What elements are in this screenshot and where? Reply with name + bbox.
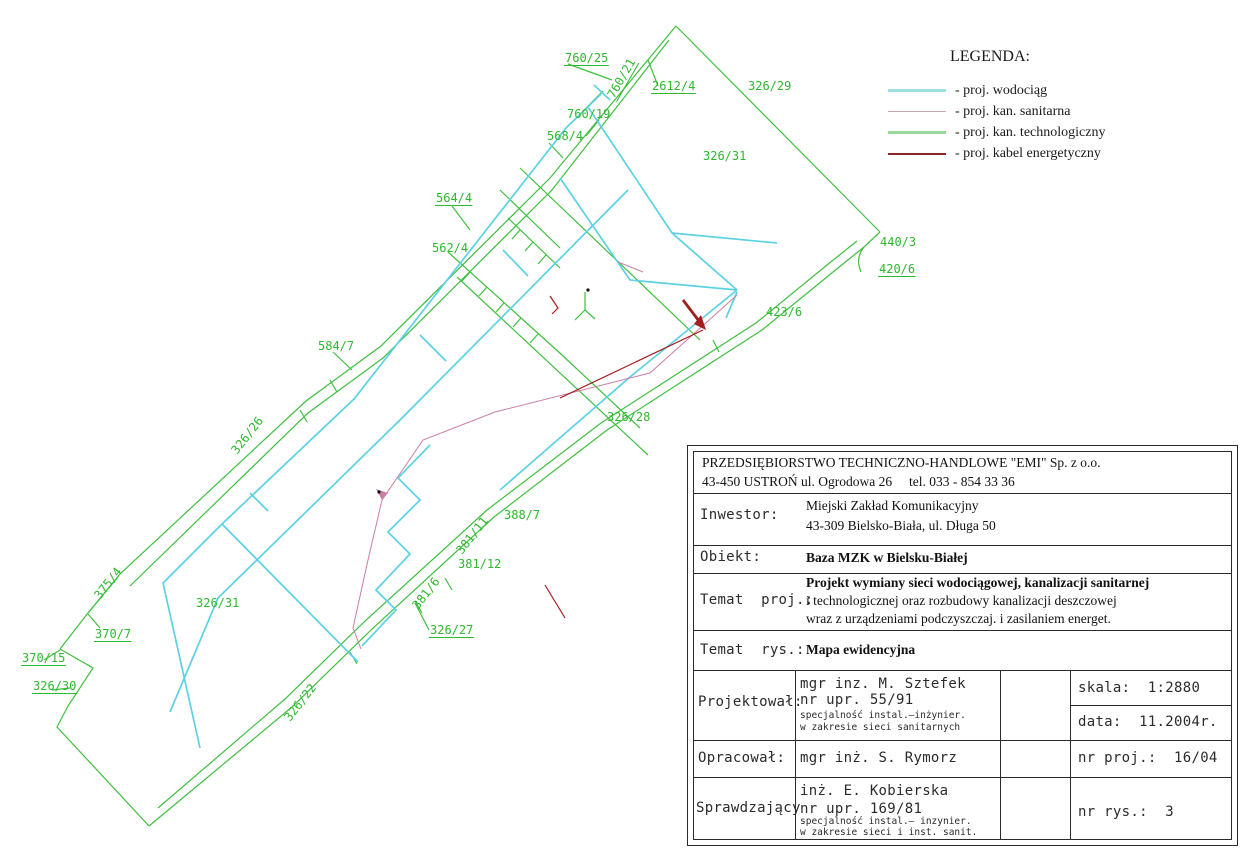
parcel-label-440-3: [880, 235, 916, 249]
projektowal-upr: nr upr. 55/91: [800, 692, 914, 708]
company-name: PRZEDSIĘBIORSTWO TECHNICZNO-HANDLOWE "EMI" Sp. z o.o.: [702, 455, 1101, 470]
temat-proj-label: Temat proj.:: [700, 592, 814, 608]
kan-sanitarna-line-swatch: [888, 111, 946, 112]
svg-text:326/31: 326/31: [196, 596, 240, 610]
legend: [888, 48, 1218, 164]
svg-text:584/7: 584/7: [318, 339, 355, 353]
legend-item-label: - proj. kabel energetyczny: [955, 145, 1101, 161]
temat-rys-label: Temat rys.:: [700, 642, 805, 658]
svg-text:326/29: 326/29: [748, 79, 792, 93]
temat-proj-line1: Projekt wymiany sieci wodociągowej, kanalizacji sanitarnej: [806, 575, 1150, 590]
parcel-label-370-7: [94, 627, 132, 642]
sprawdzajacy-upr: nr upr. 169/81: [800, 801, 923, 817]
inwestor-line1: Miejski Zakład Komunikacyjny: [806, 498, 979, 513]
svg-text:326/31: 326/31: [703, 149, 747, 163]
inwestor-line2: 43-309 Bielsko-Biała, ul. Długa 50: [806, 518, 996, 533]
inwestor-label: Inwestor:: [700, 507, 779, 523]
svg-text:564/4: 564/4: [436, 191, 473, 205]
obiekt-label: Obiekt:: [700, 549, 762, 565]
legend-item-label: - proj. wodociąg: [955, 82, 1048, 98]
parcel-label-370-15: [21, 651, 66, 666]
tb-rule: [694, 630, 1231, 631]
legend-item-label: - proj. kan. technologiczny: [955, 124, 1106, 140]
tb-rule: [694, 777, 1231, 778]
kan-technologiczny-lines: [448, 218, 640, 428]
svg-text:326/28: 326/28: [607, 410, 651, 424]
parcel-label-760-25: [564, 51, 609, 66]
temat-rys-value: Mapa ewidencyjna: [806, 642, 916, 657]
parcel-label-381-12: [458, 557, 501, 571]
projektowal-spec1: specjalność instal.—inżynier.: [800, 710, 966, 721]
legend-item-kan-technologiczny: [888, 122, 1218, 143]
skala-value: skala: 1:2880: [1078, 680, 1201, 696]
tb-rule: [694, 573, 1231, 574]
parcel-label-420-6: [878, 262, 916, 277]
svg-text:326/26: 326/26: [228, 414, 267, 457]
svg-text:440/3: 440/3: [880, 235, 917, 249]
legend-item-label: - proj. kan. sanitarna: [955, 103, 1071, 119]
svg-text:562/4: 562/4: [432, 241, 469, 255]
sanitary-arrowhead: [376, 489, 388, 500]
svg-text:326/22: 326/22: [281, 681, 320, 724]
nr-proj-value: nr proj.: 16/04: [1078, 750, 1218, 766]
svg-text:2612/4: 2612/4: [652, 79, 696, 93]
company-address: 43-450 USTROŃ ul. Ogrodowa 26 tel. 033 - 854 33 36: [702, 474, 1015, 489]
wodociag-line-swatch: [888, 89, 946, 92]
parcel-label-326-28: [607, 410, 650, 424]
parcel-label-388-7: [504, 508, 540, 522]
svg-text:568/4: 568/4: [547, 129, 584, 143]
parcel-label-568-4: [547, 129, 583, 143]
svg-text:388/7: 388/7: [504, 508, 541, 522]
tb-rule: [1000, 670, 1001, 839]
opracowal-label: Opracował:: [698, 750, 786, 766]
temat-proj-line3: wraz z urządzeniami podczyszczaj. i zasilaniem energet.: [806, 611, 1111, 626]
svg-text:381/12: 381/12: [458, 557, 502, 571]
svg-text:326/30: 326/30: [33, 679, 77, 693]
sprawdzajacy-name: inż. E. Kobierska: [800, 783, 949, 799]
parcel-label-381-6: [409, 575, 442, 612]
parcel-label-564-4: [435, 191, 473, 206]
legend-items: [888, 80, 1218, 164]
parcel-label-2612-4: [651, 79, 696, 94]
svg-text:760/21: 760/21: [604, 55, 639, 101]
tb-rule: [694, 740, 1231, 741]
parcel-label-326-30: [32, 679, 77, 694]
projektowal-spec2: w zakresie sieci sanitarnych: [800, 722, 961, 733]
parcel-label-584-7: [318, 339, 354, 353]
parcel-label-326-22: [281, 681, 319, 724]
nr-rys-value: nr rys.: 3: [1078, 804, 1175, 820]
legend-title: LEGENDA:: [950, 48, 1030, 65]
parcel-label-375-4: [91, 565, 124, 602]
tb-rule: [694, 493, 1231, 494]
legend-item-wodociag: [888, 80, 1218, 101]
tb-rule: [1070, 670, 1071, 839]
sprawdzajacy-label: Sprawdzający: [696, 800, 801, 816]
obiekt-value: Baza MZK w Bielsku-Białej: [806, 550, 968, 565]
tb-rule: [694, 670, 1231, 671]
projektowal-label: Projektował:: [698, 694, 803, 710]
svg-text:420/6: 420/6: [879, 262, 916, 276]
parcel-label-760-19: [567, 107, 610, 121]
svg-text:423/6: 423/6: [766, 305, 803, 319]
parcel-label-326-27: [429, 623, 474, 638]
parcel-label-326-31: [703, 149, 746, 163]
svg-text:760/25: 760/25: [565, 51, 609, 65]
svg-text:370/7: 370/7: [95, 627, 132, 641]
survey-points: [377, 288, 589, 493]
kan-technologiczny-line-swatch: [888, 131, 946, 134]
svg-text:381/6: 381/6: [409, 574, 443, 612]
tb-rule: [694, 545, 1231, 546]
kabel-energetyczny-line-swatch: [888, 153, 946, 155]
tb-rule: [1070, 705, 1231, 706]
svg-text:370/15: 370/15: [22, 651, 66, 665]
legend-item-kabel-energetyczny: [888, 143, 1218, 164]
parcel-label-562-4: [432, 241, 468, 255]
opracowal-name: mgr inż. S. Rymorz: [800, 750, 958, 766]
title-block: [687, 445, 1238, 846]
parcel-label-326-29: [748, 79, 791, 93]
svg-text:381/11: 381/11: [453, 514, 492, 557]
svg-text:326/27: 326/27: [430, 623, 474, 637]
parcel-label-326-26: [228, 414, 266, 457]
sprawdzajacy-spec1: specjalność instal.– inzynier.: [800, 816, 972, 827]
parcel-label-423-6: [766, 305, 802, 319]
parcel-label-326-31: [196, 596, 239, 610]
data-value: data: 11.2004r.: [1078, 714, 1218, 730]
projektowal-name: mgr inz. M. Sztefek: [800, 676, 966, 692]
legend-item-kan-sanitarna: [888, 101, 1218, 122]
sprawdzajacy-spec2: w zakresie sieci i inst. sanit.: [800, 827, 978, 838]
temat-proj-line2: i technologicznej oraz rozbudowy kanalizacji deszczowej: [806, 593, 1117, 608]
svg-text:760/19: 760/19: [567, 107, 611, 121]
svg-text:375/4: 375/4: [91, 564, 125, 602]
title-block-inner: [693, 451, 1232, 840]
